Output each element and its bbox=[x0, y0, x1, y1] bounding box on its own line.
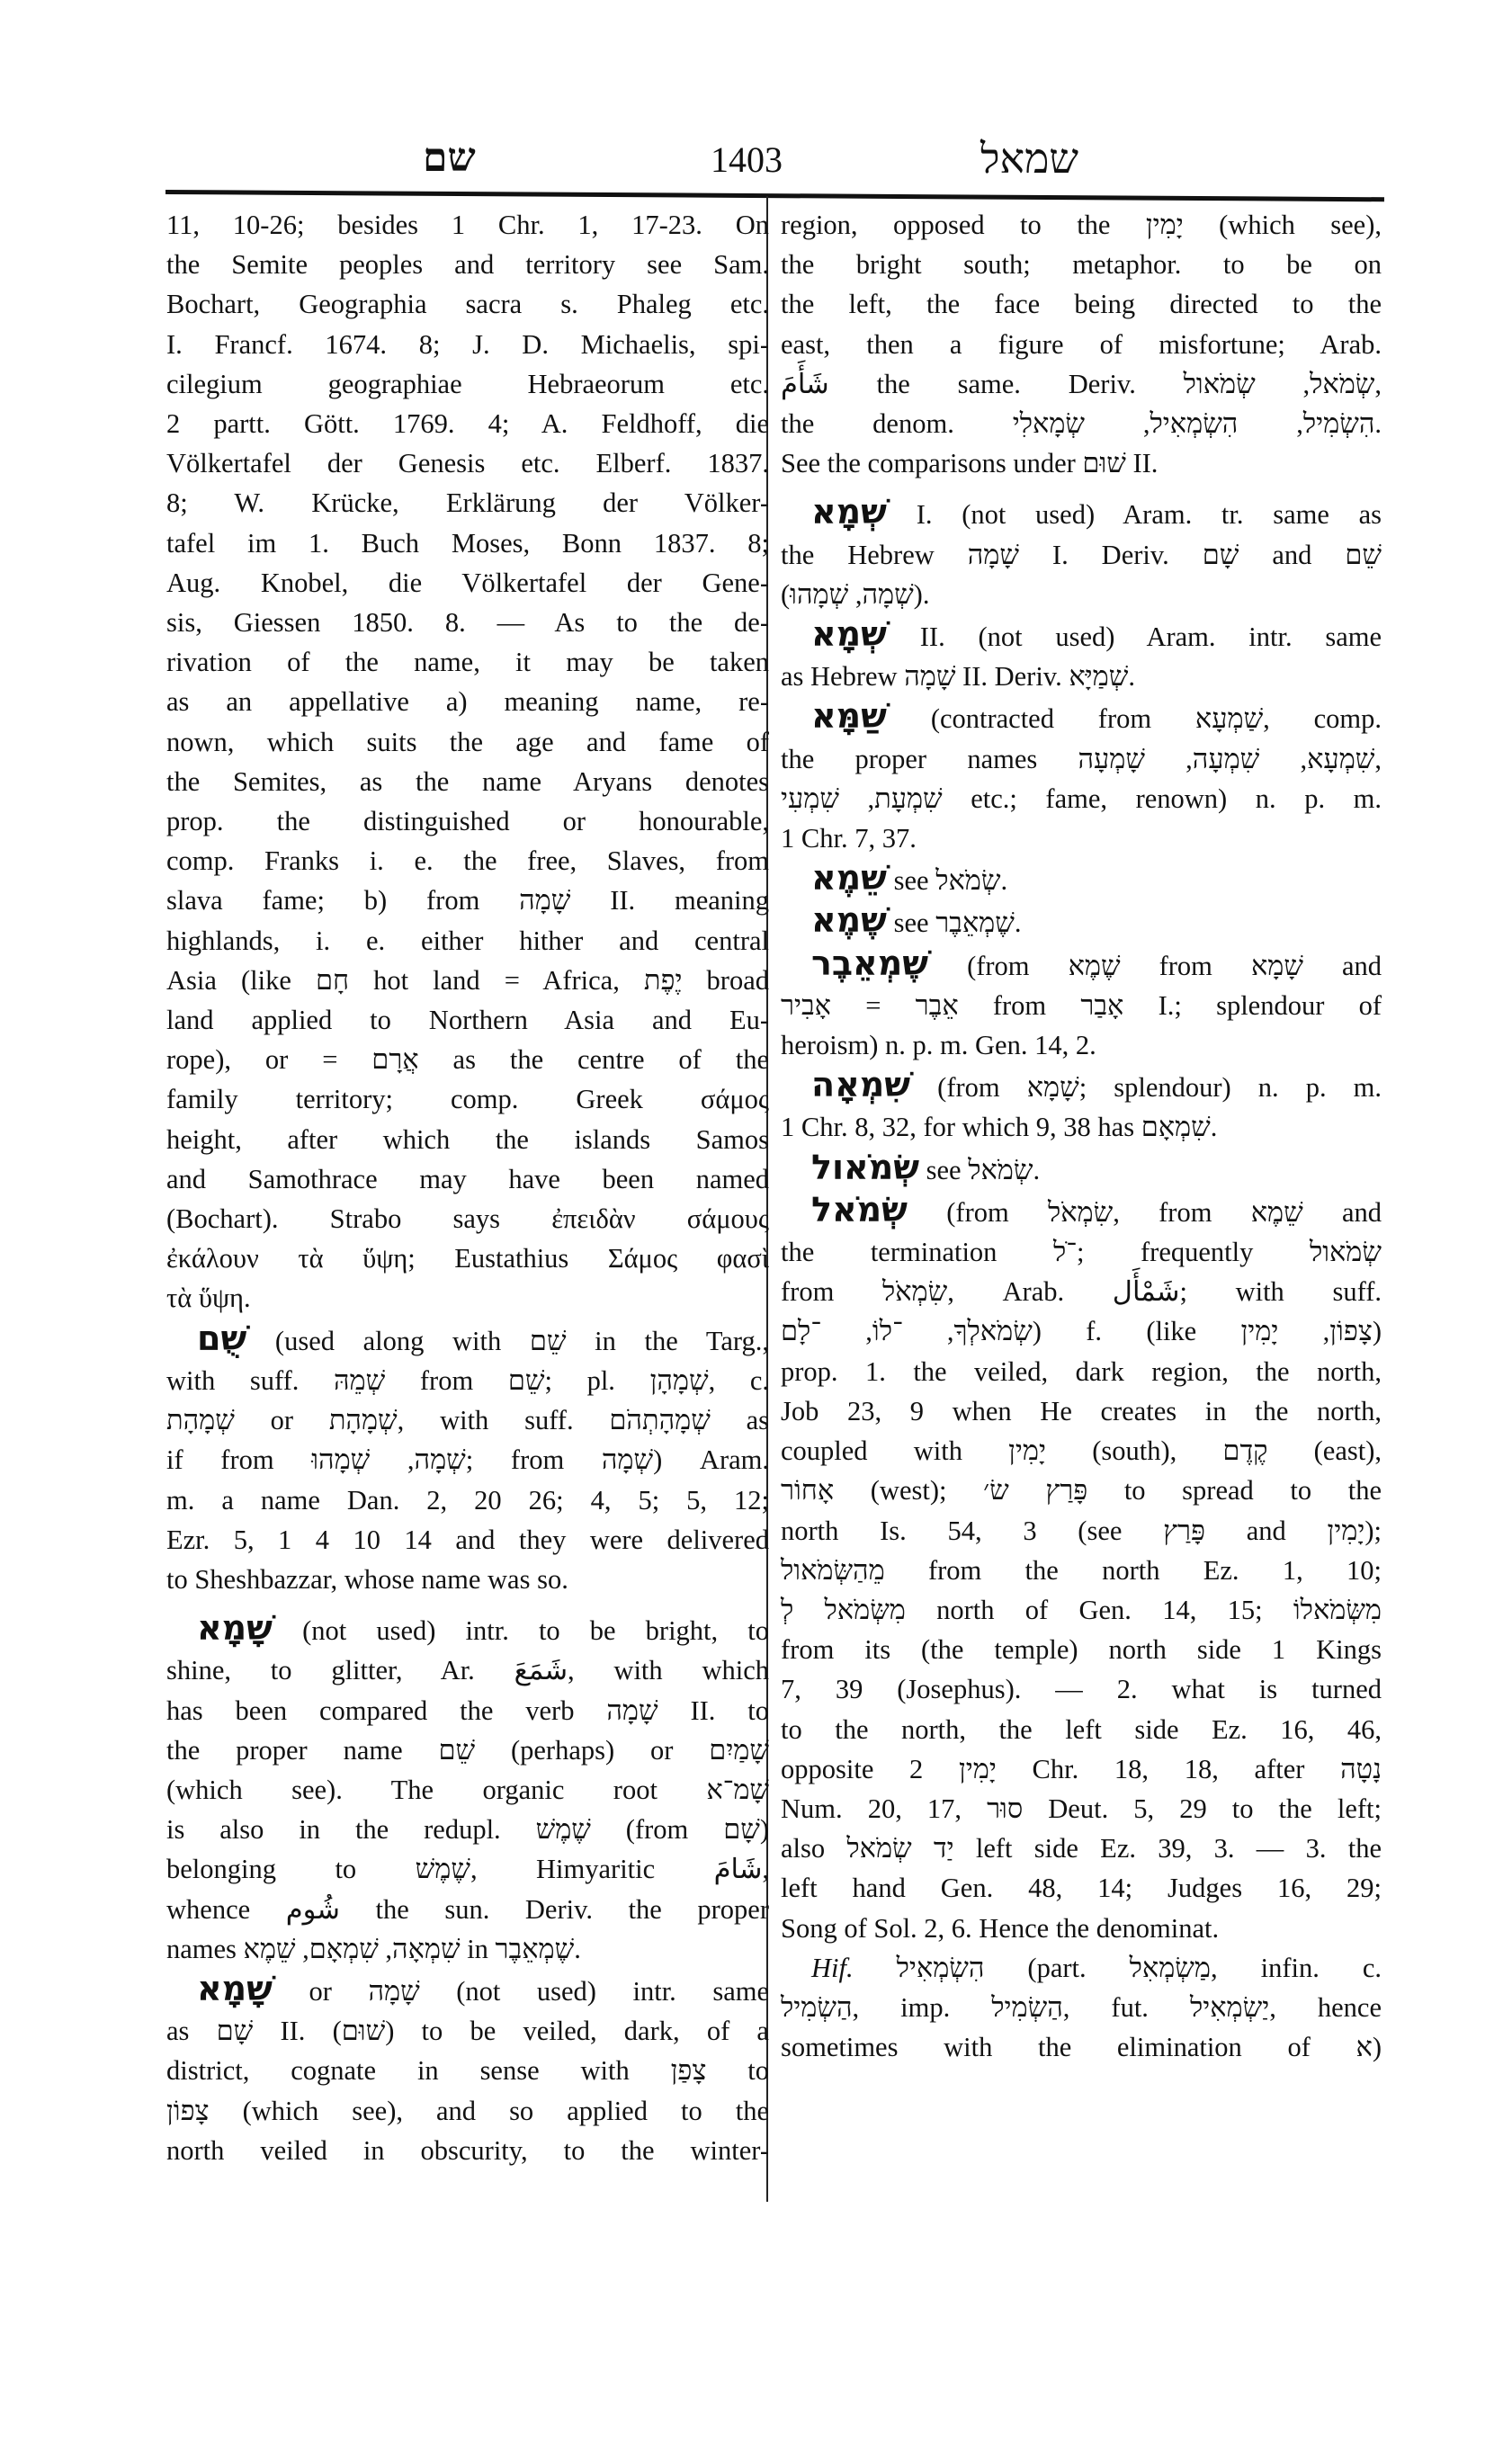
text-line: m. a name Dan. 2, 20 26; 4, 5; 5, 12; bbox=[166, 1484, 769, 1516]
dictionary-entry bbox=[781, 696, 1382, 858]
text-line: slava fame; b) from שָׁמָה II. meaning bbox=[166, 885, 769, 917]
text-line: names שִׁמְאָה, שִׁמְאָם, שֵׁמֶא in שֶׁמְאֵבֶר. bbox=[166, 1933, 581, 1964]
entry-text: (not used) intr. to be bright, to bbox=[302, 1615, 769, 1647]
text-line: sometimes with the elimination of א) bbox=[781, 2032, 1382, 2063]
text-line: and Samothrace may have been named bbox=[166, 1163, 769, 1194]
text-line: מִשְּׂמֹאל לְ north of Gen. 14, 15; מִשְּׂמֹאלוֹ bbox=[781, 1594, 1382, 1625]
page-number: 1403 bbox=[711, 139, 783, 180]
headword: שָׁמָא bbox=[197, 1608, 273, 1649]
entry-text: (from שָׁמָא; splendour) n. p. m. bbox=[937, 1072, 1382, 1104]
entry-text: II. (not used) Aram. intr. same bbox=[919, 621, 1382, 653]
headword: שַׁמָּא bbox=[811, 696, 887, 737]
dictionary-entry bbox=[781, 858, 1382, 900]
dictionary-entry bbox=[781, 1948, 1382, 2068]
text-line: Song of Sol. 2, 6. Hence the denominat. bbox=[781, 1912, 1220, 1944]
text-line: Bochart, Geographia sacra s. Phaleg etc. bbox=[166, 289, 769, 320]
headword: שִׁמְאָה bbox=[811, 1065, 911, 1105]
text-line: the Hebrew שָׁמָה I. Deriv. שָׁם and שֵׁם bbox=[781, 539, 1382, 570]
text-line: I. Francf. 1674. 8; J. D. Michaelis, spi- bbox=[166, 328, 769, 360]
text-line: to Sheshbazzar, whose name was so. bbox=[166, 1563, 568, 1595]
text-line: מֵהַשְּׂמֹאול from the north Ez. 1, 10; bbox=[781, 1554, 1382, 1586]
text-line: sis, Giessen 1850. 8. — As to the de- bbox=[166, 607, 769, 639]
text-line: as an appellative a) meaning name, re- bbox=[166, 686, 769, 718]
headword: שֶׁמֶא bbox=[811, 900, 887, 941]
text-line: the termination ־ֹל; frequently שְׂמֹאול bbox=[781, 1237, 1382, 1268]
text-line: prop. the distinguished or honourable, bbox=[166, 806, 769, 837]
text-line: צָפוֹן (which see), and so applied to the bbox=[166, 2095, 769, 2126]
entry-text: (from שִׂמְאֹל, from שֵׁמֶא and bbox=[946, 1196, 1382, 1228]
text-line: شَأَمَ the same. Deriv. שְׂמֹאל, שְׂמֹאול, bbox=[781, 368, 1382, 399]
text-line: 2 partt. Gött. 1769. 4; A. Feldhoff, die bbox=[166, 408, 769, 440]
text-line: שְׁמָהָת or שְׁמָהָת, with suff. שְׁמָהָתְהֹם as bbox=[166, 1405, 769, 1436]
dictionary-entry bbox=[166, 1969, 769, 2170]
text-line: north veiled in obscurity, to the winter- bbox=[166, 2134, 769, 2166]
text-line: as שָׁם II. (שׁוּם) to be veiled, dark, of a bbox=[166, 2016, 769, 2047]
text-line: (Bochart). Strabo says ἐπειδὰν σάμους bbox=[166, 1203, 769, 1235]
left-catchword: שם bbox=[423, 136, 476, 180]
headword: Hif. bbox=[811, 1952, 854, 1983]
text-line: coupled with יָמִין (south), קֶדֶם (east), bbox=[781, 1435, 1382, 1467]
headword: שֶׁמְאֵבֶר bbox=[811, 943, 929, 983]
text-line: 1 Chr. 7, 37. bbox=[781, 823, 917, 854]
left-column bbox=[166, 205, 769, 2170]
entry-text: I. (not used) Aram. tr. same as bbox=[916, 499, 1382, 531]
text-line: the Semite peoples and territory see Sam. bbox=[166, 249, 769, 281]
entry-text: (used along with שֵׁם in the Targ., bbox=[274, 1325, 769, 1356]
headword: שֵׁמֶא bbox=[811, 858, 887, 899]
text-line: Asia (like חָם hot land = Africa, יֶפֶת broad bbox=[166, 964, 769, 996]
text-line: Num. 20, 17, סוּר Deut. 5, 29 to the left; bbox=[781, 1793, 1382, 1824]
text-line: Ezr. 5, 1 4 10 14 and they were delivered bbox=[166, 1524, 769, 1555]
header-rule bbox=[166, 190, 1384, 201]
entry-text: הִשְׂמְאִיל (part. מַשְׂמְאִל, infin. c. bbox=[896, 1952, 1382, 1983]
text-line: from its (the temple) north side 1 Kings bbox=[781, 1634, 1382, 1666]
text-line: 8; W. Krücke, Erklärung der Völker- bbox=[166, 487, 769, 519]
text-line: with suff. שְׁמֵהּ from שֵׁם; pl. שְׁמָהָן, c. bbox=[166, 1364, 769, 1396]
text-line: the bright south; metaphor. to be on bbox=[781, 249, 1382, 281]
text-line: left hand Gen. 48, 14; Judges 16, 29; bbox=[781, 1873, 1382, 1904]
headword: שְׂמֹאל bbox=[811, 1189, 908, 1229]
text-line: Aug. Knobel, die Völkertafel der Gene- bbox=[166, 567, 769, 598]
text-line: tafel im 1. Buch Moses, Bonn 1837. 8; bbox=[166, 527, 769, 559]
text-line: has been compared the verb שָׁמָה II. to bbox=[166, 1694, 769, 1726]
continued-entry bbox=[166, 205, 769, 1319]
text-line: to the north, the left side Ez. 16, 46, bbox=[781, 1713, 1382, 1745]
text-line: אָחוֹר (west); פָּרַץ שׂ׳ to spread to the bbox=[781, 1475, 1382, 1507]
text-line: τὰ ὕψη. bbox=[166, 1283, 251, 1314]
text-line: prop. 1. the veiled, dark region, the north, bbox=[781, 1355, 1382, 1387]
dictionary-entry bbox=[781, 900, 1382, 943]
text-line: rivation of the name, it may be taken bbox=[166, 647, 769, 678]
dictionary-entry bbox=[781, 1148, 1382, 1190]
text-line: comp. Franks i. e. the free, Slaves, from bbox=[166, 845, 769, 877]
text-line: is also in the redupl. שֶׁמֶשׁ (from שָׁם) bbox=[166, 1814, 769, 1846]
text-line: height, after which the islands Samos bbox=[166, 1123, 769, 1155]
text-line: הַשְׂמִיל, imp. הַשְׂמִיל, fut. יַשְׂמְאִיל, hence bbox=[781, 1991, 1382, 2023]
text-line: belonging to שֶׁמֶשׁ, Himyaritic شَامَ, bbox=[166, 1854, 769, 1885]
dictionary-entry bbox=[166, 1608, 769, 1969]
dictionary-entry bbox=[781, 614, 1382, 696]
text-line: שְׂמֹאלְךָ, ־לוֹ, ־לָם) f. (like צָפוֹן, יָמִין) bbox=[781, 1316, 1382, 1347]
entry-text: (contracted from שַׁמְעָא, comp. bbox=[930, 703, 1382, 735]
text-line: whence شُوم the sun. Deriv. the proper bbox=[166, 1893, 769, 1925]
text-line: also יַד שְׂמֹאל left side Ez. 39, 3. — 3. the bbox=[781, 1833, 1382, 1864]
text-line: opposite יָמִין 2 Chr. 18, 18, after נָטָה bbox=[781, 1753, 1382, 1784]
text-line: the denom. הִשְׂמִיל, הִשְׂמְאִיל, שְׂמָאלִי. bbox=[781, 408, 1382, 440]
text-line: ἐκάλουν τὰ ὕψη; Eustathius Σάμος φασὶ bbox=[166, 1243, 769, 1274]
text-line: cilegium geographiae Hebraeorum etc. bbox=[166, 368, 769, 399]
text-line: אֵבֶר = אָבִיר from אָבַר I.; splendour of bbox=[781, 989, 1382, 1021]
text-line: (which see). The organic root שָׁמ־א bbox=[166, 1774, 769, 1805]
text-line: See the comparisons under שׁוּם II. bbox=[781, 448, 1159, 479]
entry-text: see שְׂמֹאל. bbox=[926, 1154, 1041, 1185]
text-line: as Hebrew שָׁמָה II. Deriv. שְׁמַיָּא. bbox=[781, 661, 1135, 693]
dictionary-entry bbox=[781, 1065, 1382, 1147]
text-line: the Semites, as the name Aryans denotes bbox=[166, 765, 769, 797]
text-line: family territory; comp. Greek σάμος bbox=[166, 1084, 769, 1115]
continued-entry bbox=[781, 205, 1382, 483]
text-line: the left, the face being directed to the bbox=[781, 289, 1382, 320]
text-line: nown, which suits the age and fame of bbox=[166, 726, 769, 757]
text-line: rope), or = אֲרָם as the centre of the bbox=[166, 1044, 769, 1076]
headword: שֻׁם bbox=[197, 1318, 247, 1358]
text-line: 1 Chr. 8, 32, for which 9, 38 has שִׁמְאָם. bbox=[781, 1112, 1218, 1143]
text-line: Job 23, 9 when He creates in the north, bbox=[781, 1395, 1382, 1426]
text-line: the proper names שִׁמְעָא, שִׁמְעָה, שָׁמְעָה, bbox=[781, 743, 1382, 774]
page-header bbox=[153, 135, 1376, 189]
text-line: Völkertafel der Genesis etc. Elberf. 1837. bbox=[166, 448, 769, 479]
text-line: shine, to glitter, Ar. شَمَعَ, with which bbox=[166, 1655, 769, 1686]
text-line: שִׁמְעָת, שִׁמְעִי etc.; fame, renown) n. p. m. bbox=[781, 782, 1382, 814]
text-line: heroism) n. p. m. Gen. 14, 2. bbox=[781, 1030, 1096, 1061]
text-line: region, opposed to the יָמִין (which see), bbox=[781, 210, 1382, 240]
text-line: district, cognate in sense with צָפַן to bbox=[166, 2055, 769, 2087]
text-line: if from שְׁמָה, שְׁמָהוּ; from שְׁמָה) Aram. bbox=[166, 1444, 769, 1476]
headword: שָׁמָא bbox=[197, 1968, 273, 2008]
text-line: highlands, i. e. either hither and central bbox=[166, 925, 769, 956]
entry-text: (from שֶׁמֶא from שָׁמָא and bbox=[967, 950, 1382, 981]
dictionary-entry bbox=[781, 1190, 1382, 1948]
text-line: 11, 10-26; besides 1 Chr. 1, 17-23. On bbox=[166, 210, 769, 240]
text-line: from שִׂמְאֹל, Arab. شَمْأَل; with suff. bbox=[781, 1276, 1382, 1308]
text-line: north Is. 54, 3 (see פָּרַץ and יָמִין); bbox=[781, 1515, 1382, 1546]
text-line: (שְׁמָה, שְׁמָהוּ). bbox=[781, 578, 930, 610]
right-column bbox=[781, 205, 1382, 2067]
text-line: 7, 39 (Josephus). — 2. what is turned bbox=[781, 1674, 1382, 1705]
text-line: the proper name שֵׁם (perhaps) or שָׁמַיִם bbox=[166, 1734, 769, 1766]
dictionary-entry bbox=[781, 492, 1382, 614]
headword: שְׁמָא bbox=[811, 614, 887, 655]
headword: שְׁמָא bbox=[811, 492, 887, 532]
text-line: land applied to Northern Asia and Eu- bbox=[166, 1005, 769, 1036]
text-line: east, then a figure of misfortune; Arab. bbox=[781, 328, 1382, 360]
dictionary-entry bbox=[781, 943, 1382, 1066]
right-catchword: שמאל bbox=[980, 136, 1078, 182]
entry-text: or שָׁמָה (not used) intr. same bbox=[309, 1975, 769, 2007]
dictionary-entry bbox=[166, 1319, 769, 1599]
headword: שְׂמֹאול bbox=[811, 1147, 920, 1187]
entry-text: see שֶׁמְאֵבֶר. bbox=[893, 908, 1022, 939]
entry-text: see שְׂמֹאל. bbox=[893, 865, 1008, 897]
